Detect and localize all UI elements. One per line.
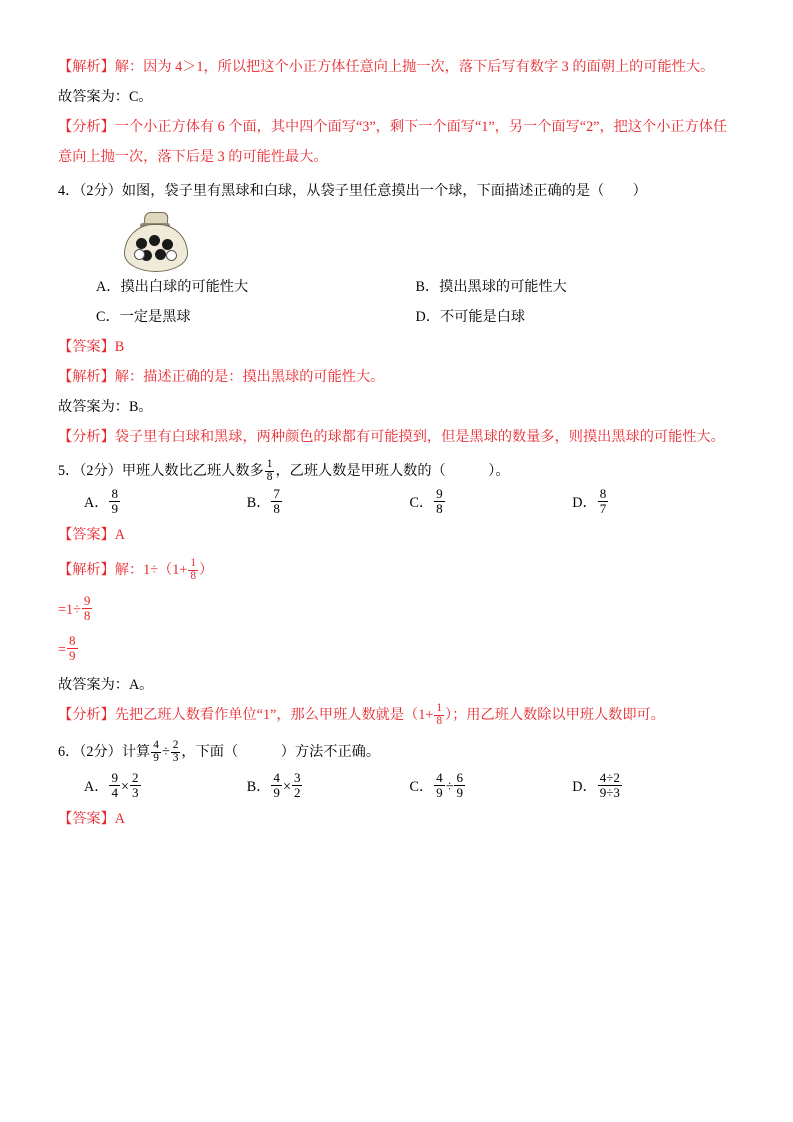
q4-score: （2分） xyxy=(79,183,122,199)
q4-option-a-text: 摸出白球的可能性大 xyxy=(120,279,249,295)
denominator: 8 xyxy=(436,715,442,728)
denominator: 8 xyxy=(83,608,91,624)
black-ball xyxy=(155,249,166,260)
q6-option-c-key: C． xyxy=(409,779,434,795)
q3-jiexi-line xyxy=(58,52,735,82)
q5-answer-tag: 【答案】 xyxy=(58,527,115,543)
numerator: 1 xyxy=(436,702,442,715)
q4-option-a-key: A． xyxy=(96,279,121,295)
q5-step3-fraction xyxy=(67,634,78,663)
denominator: 7 xyxy=(599,501,607,517)
q6-option-b[interactable] xyxy=(247,770,410,804)
q6-number: 6 xyxy=(58,744,66,760)
q4-option-c[interactable] xyxy=(96,302,416,332)
q4-figure xyxy=(58,210,735,270)
denominator: 8 xyxy=(273,501,280,517)
q6-score: （2分） xyxy=(79,744,122,760)
q5-jiexi-tag: 【解析】 xyxy=(58,562,115,578)
denominator: 8 xyxy=(266,471,273,484)
numerator: 2 xyxy=(131,770,139,786)
q4-option-d-text: 不可能是白球 xyxy=(439,309,526,325)
denominator: 9 xyxy=(111,501,118,517)
q5-fenxi-fraction xyxy=(434,703,444,728)
q5-step3-lead: = xyxy=(58,642,67,658)
q5-option-d-key: D． xyxy=(572,495,597,511)
q5-fenxi-line xyxy=(58,700,735,730)
q5-option-b[interactable] xyxy=(247,486,410,520)
jiexi-tag: 【解析】 xyxy=(58,59,115,75)
q4-answer-tag: 【答案】 xyxy=(58,339,115,355)
q6-option-d-fraction xyxy=(598,771,622,800)
numerator: 4 xyxy=(153,739,159,752)
q5-option-d[interactable] xyxy=(572,486,735,520)
numerator: 8 xyxy=(69,633,76,649)
denominator: 9 xyxy=(153,752,159,765)
q5-jiexi-lead: 解：1÷（1+ xyxy=(114,562,188,578)
q4-option-d[interactable] xyxy=(416,302,736,332)
question-4-stem: 4．（2分）如图，袋子里有黑球和白球，从袋子里任意摸出一个球，下面描述正确的是（ ） xyxy=(58,183,647,199)
q6-option-a-fraction-2 xyxy=(130,771,141,800)
q5-option-b-key: B． xyxy=(246,495,271,511)
q5-option-a-fraction xyxy=(109,487,120,516)
q5-option-c-key: C． xyxy=(409,495,434,511)
fenxi-tag: 【分析】 xyxy=(58,119,115,135)
q5-step2-fraction xyxy=(82,594,93,623)
q6-stem-fraction-1 xyxy=(151,740,161,765)
q6-stem-operator: ÷ xyxy=(161,744,170,760)
q6-answer-line xyxy=(58,804,735,834)
q6-answer-value: A xyxy=(114,811,126,827)
q4-answer-value: B xyxy=(114,339,125,355)
q5-score: （2分） xyxy=(79,463,122,479)
q5-step2-lead: =1÷ xyxy=(58,602,81,618)
numerator: 4÷2 xyxy=(599,770,620,786)
q4-option-c-text: 一定是黑球 xyxy=(119,309,191,325)
q4-option-b-key: B． xyxy=(415,279,440,295)
numerator: 4 xyxy=(273,770,280,786)
q5-gu-answer-text: 故答案为：A。 xyxy=(58,677,154,693)
q6-option-c-operator: ÷ xyxy=(445,779,454,795)
q4-option-b-text: 摸出黑球的可能性大 xyxy=(439,279,567,295)
q5-option-a-key: A． xyxy=(84,495,109,511)
ball-bag-icon xyxy=(118,210,192,270)
q6-stem-fraction-2 xyxy=(171,740,181,765)
denominator: 3 xyxy=(172,752,179,765)
numerator: 8 xyxy=(111,486,118,502)
q5-fenxi-tag: 【分析】 xyxy=(58,707,115,723)
q5-options-row xyxy=(58,486,735,520)
numerator: 1 xyxy=(266,458,273,471)
numerator: 6 xyxy=(456,770,464,786)
black-ball xyxy=(162,239,173,250)
question-5-stem: 5．（2分）甲班人数比乙班人数多 $\frac{1}{8}$ ，乙班人数是甲班人数的（ ）。 xyxy=(58,458,510,484)
q5-fenxi-a: 先把乙班人数看作单位“1”，那么甲班人数就是（1+ xyxy=(114,707,434,723)
bag-body xyxy=(124,224,188,272)
q5-jiexi-tail: ） xyxy=(199,562,214,578)
denominator: 9 xyxy=(436,785,443,801)
denominator: 9 xyxy=(69,648,76,664)
q6-option-a-fraction-1 xyxy=(109,771,120,800)
denominator: 8 xyxy=(436,501,443,517)
q4-gu-answer-text: 故答案为：B。 xyxy=(58,399,153,415)
q6-options-row xyxy=(58,770,735,804)
q6-option-a-key: A． xyxy=(84,779,109,795)
q4-answer-line xyxy=(58,332,735,362)
q6-option-b-key: B． xyxy=(246,779,271,795)
q5-stem-a: 甲班人数比乙班人数多 xyxy=(121,463,264,479)
q4-option-b[interactable] xyxy=(416,272,736,302)
q4-fenxi-tag: 【分析】 xyxy=(58,429,115,445)
q5-fenxi-b: ）；用乙班人数除以甲班人数即可。 xyxy=(445,707,665,723)
q5-stem-b: ，乙班人数是甲班人数的（ ）。 xyxy=(275,463,510,479)
q6-option-d[interactable] xyxy=(572,770,735,804)
q6-option-c-fraction-2 xyxy=(454,771,465,800)
q5-step-2 xyxy=(58,590,735,630)
q6-option-b-operator: × xyxy=(282,779,291,795)
q6-stem-b: ，下面（ ）方法不正确。 xyxy=(181,744,381,760)
q5-option-c-fraction xyxy=(434,487,445,516)
q6-option-a[interactable] xyxy=(84,770,247,804)
q6-option-c[interactable] xyxy=(410,770,573,804)
q4-jiexi-text: 解：描述正确的是：摸出黑球的可能性大。 xyxy=(114,369,385,385)
denominator: 9÷3 xyxy=(599,785,620,801)
numerator: 9 xyxy=(111,770,118,786)
numerator: 9 xyxy=(83,593,91,609)
denominator: 9 xyxy=(456,785,464,801)
black-ball xyxy=(149,235,160,246)
question-6-stem: 6．（2分）计算 $\frac{4}{9}$ ÷ $\frac{2}{3}$ ，下面（ ）方法不正确。 xyxy=(58,739,381,765)
q5-gu-answer xyxy=(58,670,735,700)
jiexi-text: 解：因为 4＞1，所以把这个小正方体任意向上抛一次，落下后写有数字 3 的面朝上的可能性大。 xyxy=(114,59,715,75)
q4-number: 4 xyxy=(58,183,66,199)
denominator: 4 xyxy=(111,785,118,801)
fenxi-text: 一个小正方体有 6 个面，其中四个面写“3”，剩下一个面写“1”，另一个面写“2”，把这个小正方体任意向上抛一次，落下后是 3 的可能性最大。 xyxy=(58,119,728,165)
white-ball xyxy=(166,250,177,261)
q5-step-3 xyxy=(58,630,735,670)
numerator: 7 xyxy=(273,486,280,502)
numerator: 1 xyxy=(190,557,196,570)
q5-option-c[interactable] xyxy=(410,486,573,520)
q4-options-row-1 xyxy=(58,272,735,302)
q4-gu-answer xyxy=(58,392,735,422)
q5-option-a[interactable] xyxy=(84,486,247,520)
q5-jiexi-line xyxy=(58,550,735,590)
q6-stem-a: 计算 xyxy=(121,744,151,760)
numerator: 3 xyxy=(293,770,301,786)
q6-option-a-operator: × xyxy=(120,779,129,795)
numerator: 8 xyxy=(599,486,607,502)
numerator: 9 xyxy=(436,486,443,502)
q5-option-b-fraction xyxy=(271,487,282,516)
q3-fenxi-line xyxy=(58,112,735,172)
denominator: 2 xyxy=(293,785,301,801)
numerator: 4 xyxy=(436,770,443,786)
q4-option-d-key: D． xyxy=(415,309,440,325)
denominator: 8 xyxy=(190,570,196,583)
q3-gu-answer xyxy=(58,82,735,112)
q5-option-d-fraction xyxy=(598,487,609,516)
denominator: 3 xyxy=(131,785,139,801)
q6-answer-tag: 【答案】 xyxy=(58,811,115,827)
denominator: 9 xyxy=(273,785,280,801)
q4-option-a[interactable] xyxy=(96,272,416,302)
black-ball xyxy=(136,238,147,249)
q4-fenxi-line xyxy=(58,422,735,452)
q6-option-d-key: D． xyxy=(572,779,597,795)
numerator: 2 xyxy=(172,739,179,752)
q5-stem-fraction xyxy=(265,459,275,484)
q6-option-b-fraction-2 xyxy=(292,771,303,800)
q4-jiexi-line xyxy=(58,362,735,392)
q5-jiexi-fraction xyxy=(188,558,198,583)
q4-options-row-2 xyxy=(58,302,735,332)
gu-answer-text: 故答案为：C。 xyxy=(58,89,153,105)
q5-answer-line xyxy=(58,520,735,550)
q4-fenxi-text: 袋子里有白球和黑球，两种颜色的球都有可能摸到，但是黑球的数量多，则摸出黑球的可能性大。 xyxy=(114,429,725,445)
white-ball xyxy=(134,249,145,260)
q4-stem-text: 如图，袋子里有黑球和白球，从袋子里任意摸出一个球，下面描述正确的是（ ） xyxy=(121,183,647,199)
q5-answer-value: A xyxy=(114,527,126,543)
q5-number: 5 xyxy=(58,463,66,479)
q6-option-b-fraction-1 xyxy=(271,771,282,800)
q4-option-c-key: C． xyxy=(96,309,120,325)
q4-jiexi-tag: 【解析】 xyxy=(58,369,115,385)
q6-option-c-fraction-1 xyxy=(434,771,445,800)
